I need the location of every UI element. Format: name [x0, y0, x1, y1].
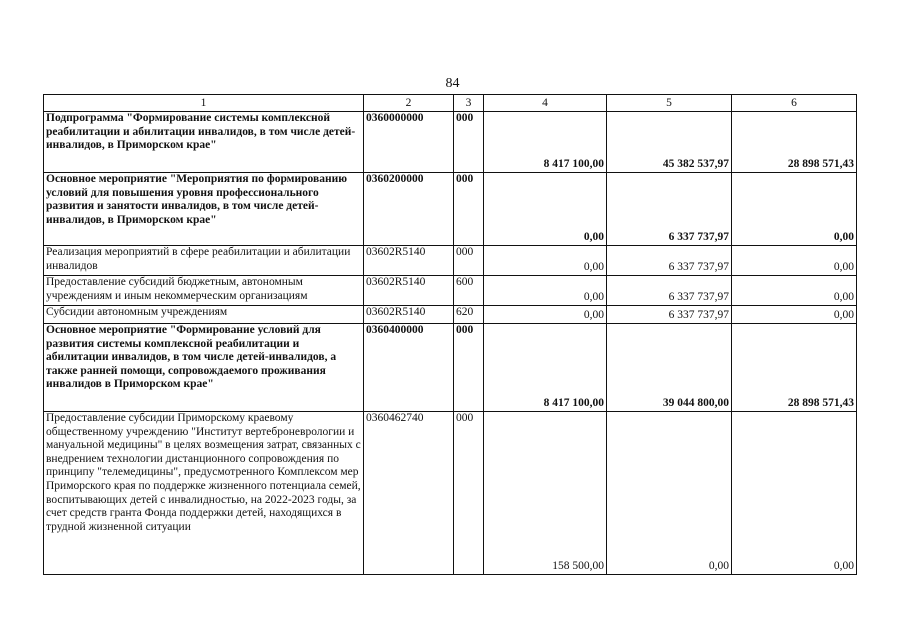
table-row: [44, 112, 857, 173]
table-row: [44, 276, 857, 306]
row-code: 0360000000: [364, 112, 454, 173]
row-name: Субсидии автономным учреждениям: [44, 306, 364, 324]
row-name: Подпрограмма "Формирование системы комплексной реабилитации и абилитации инвалидов, в том числе детей-инвалидов, в Приморском крае": [44, 112, 364, 173]
row-value-col6: 0,00: [732, 306, 857, 324]
row-value-col4: 0,00: [484, 173, 607, 246]
row-code: 0360200000: [364, 173, 454, 246]
row-value-col4: 0,00: [484, 306, 607, 324]
row-value-col5: 6 337 737,97: [607, 246, 732, 276]
page-number: 84: [445, 76, 460, 91]
row-value-col6: 28 898 571,43: [732, 112, 857, 173]
row-expense-type: 000: [454, 246, 484, 276]
row-value-col6: 0,00: [732, 246, 857, 276]
row-value-col6: 0,00: [732, 412, 857, 575]
column-header: 5: [607, 95, 732, 112]
column-header: 6: [732, 95, 857, 112]
row-value-col4: 158 500,00: [484, 412, 607, 575]
column-header: 3: [454, 95, 484, 112]
row-name: Предоставление субсидий бюджетным, автономным учреждениям и иным некоммерческим организациям: [44, 276, 364, 306]
row-value-col6: 0,00: [732, 173, 857, 246]
row-value-col5: 39 044 800,00: [607, 324, 732, 412]
row-value-col4: 0,00: [484, 276, 607, 306]
row-value-col5: 0,00: [607, 412, 732, 575]
row-code: 03602R5140: [364, 246, 454, 276]
row-expense-type: 000: [454, 412, 484, 575]
row-expense-type: 000: [454, 112, 484, 173]
row-code: 03602R5140: [364, 276, 454, 306]
table-row: [44, 306, 857, 324]
row-name: Предоставление субсидии Приморскому краевому общественному учреждению "Институт вертеброневрологии и мануальной медицины" в целях возмещения затрат, связанных с внедрением технологии дистанционного сопровождения по принципу "телемедицины", предусмотренного Комплексом мер Приморского края по поддержке жизненного потенциала семей, воспитывающих детей с инвалидностью, на 2022-2023 годы, за счет средств гранта Фонда поддержки детей, находящихся в трудной жизненной ситуации: [44, 412, 364, 575]
row-code: 0360462740: [364, 412, 454, 575]
row-expense-type: 600: [454, 276, 484, 306]
row-value-col4: 8 417 100,00: [484, 112, 607, 173]
row-code: 0360400000: [364, 324, 454, 412]
row-value-col5: 6 337 737,97: [607, 276, 732, 306]
table-header-row: [44, 95, 857, 112]
row-name: Реализация мероприятий в сфере реабилитации и абилитации инвалидов: [44, 246, 364, 276]
row-expense-type: 000: [454, 324, 484, 412]
budget-table: [43, 94, 857, 575]
row-value-col5: 6 337 737,97: [607, 173, 732, 246]
row-name: Основное мероприятие "Формирование условий для развития системы комплексной реабилитации и абилитации инвалидов, в том числе детей-инвалидов, а также ранней помощи, сопровождаемого проживания инвалидов в Приморском крае": [44, 324, 364, 412]
column-header: 2: [364, 95, 454, 112]
table-row: [44, 324, 857, 412]
column-header: 1: [44, 95, 364, 112]
row-code: 03602R5140: [364, 306, 454, 324]
row-value-col5: 45 382 537,97: [607, 112, 732, 173]
table-row: [44, 246, 857, 276]
row-value-col4: 8 417 100,00: [484, 324, 607, 412]
row-name: Основное мероприятие "Мероприятия по формированию условий для повышения уровня профессионального развития и занятости инвалидов, в том числе детей-инвалидов, в Приморском крае": [44, 173, 364, 246]
column-header: 4: [484, 95, 607, 112]
row-expense-type: 000: [454, 173, 484, 246]
row-value-col6: 0,00: [732, 276, 857, 306]
table-row: [44, 173, 857, 246]
row-expense-type: 620: [454, 306, 484, 324]
row-value-col6: 28 898 571,43: [732, 324, 857, 412]
row-value-col4: 0,00: [484, 246, 607, 276]
table-row: [44, 412, 857, 575]
row-value-col5: 6 337 737,97: [607, 306, 732, 324]
